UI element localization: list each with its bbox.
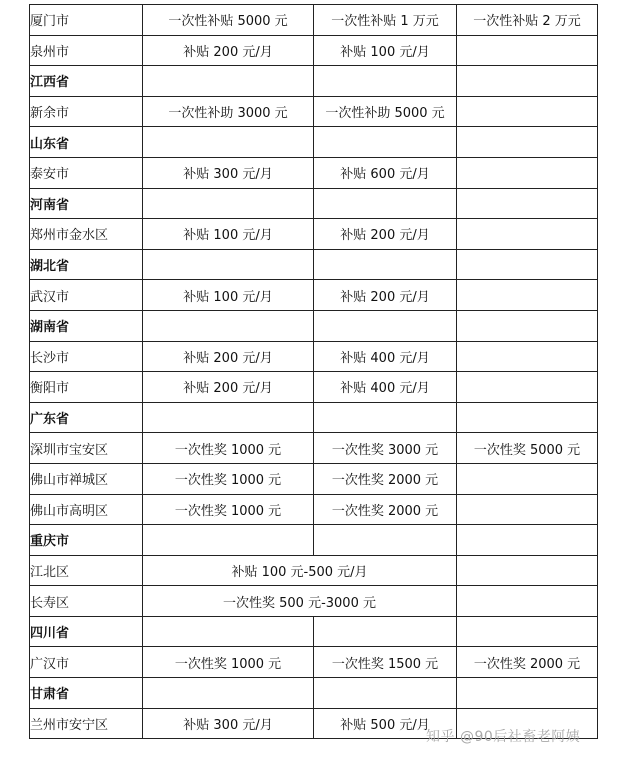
- province-name: 甘肃省: [30, 678, 143, 709]
- empty-cell: [143, 678, 314, 709]
- subsidy-cell-2: 一次性补助 5000 元: [314, 96, 457, 127]
- province-name: 广东省: [30, 402, 143, 433]
- empty-cell: [457, 188, 598, 219]
- subsidy-cell-3: [457, 341, 598, 372]
- subsidy-cell-1: 一次性补贴 5000 元: [143, 5, 314, 36]
- empty-cell: [457, 310, 598, 341]
- subsidy-table: [29, 4, 598, 739]
- subsidy-cell-3: [457, 157, 598, 188]
- table-row: [30, 341, 598, 372]
- province-row: [30, 249, 598, 280]
- subsidy-cell-2: 补贴 600 元/月: [314, 157, 457, 188]
- empty-cell: [143, 525, 314, 556]
- province-row: [30, 188, 598, 219]
- subsidy-cell-1: 补贴 300 元/月: [143, 157, 314, 188]
- empty-cell: [314, 525, 457, 556]
- city-name: 长寿区: [30, 586, 143, 617]
- subsidy-cell-3: 一次性补贴 2 万元: [457, 5, 598, 36]
- subsidy-cell-2: 补贴 500 元/月: [314, 708, 457, 739]
- city-name: 泰安市: [30, 157, 143, 188]
- subsidy-cell-1: 一次性奖 1000 元: [143, 647, 314, 678]
- table-row: [30, 96, 598, 127]
- subsidy-cell-1: 补贴 100 元/月: [143, 219, 314, 250]
- subsidy-cell-2: 补贴 200 元/月: [314, 219, 457, 250]
- table-row: [30, 433, 598, 464]
- table-row: [30, 372, 598, 403]
- city-name: 泉州市: [30, 35, 143, 66]
- table-row: [30, 463, 598, 494]
- subsidy-cell-2: 补贴 400 元/月: [314, 372, 457, 403]
- table-row: [30, 555, 598, 586]
- subsidy-cell-3: [457, 463, 598, 494]
- table-row: [30, 35, 598, 66]
- empty-cell: [143, 127, 314, 158]
- subsidy-cell-1: 一次性补助 3000 元: [143, 96, 314, 127]
- table-row: [30, 5, 598, 36]
- empty-cell: [143, 310, 314, 341]
- subsidy-cell-2: 一次性补贴 1 万元: [314, 5, 457, 36]
- table-row: [30, 219, 598, 250]
- city-name: 江北区: [30, 555, 143, 586]
- city-name: 武汉市: [30, 280, 143, 311]
- table-row: [30, 157, 598, 188]
- empty-cell: [314, 188, 457, 219]
- subsidy-cell-3: 一次性奖 2000 元: [457, 647, 598, 678]
- city-name: 广汉市: [30, 647, 143, 678]
- empty-cell: [314, 127, 457, 158]
- watermark: 知乎 @90后社畜老阿姨: [426, 729, 581, 745]
- empty-cell: [314, 678, 457, 709]
- empty-cell: [457, 525, 598, 556]
- subsidy-cell-1: 补贴 200 元/月: [143, 35, 314, 66]
- city-name: 兰州市安宁区: [30, 708, 143, 739]
- province-row: [30, 616, 598, 647]
- empty-cell: [457, 66, 598, 97]
- table-row: [30, 647, 598, 678]
- subsidy-cell-3: [457, 219, 598, 250]
- subsidy-cell-3: [457, 280, 598, 311]
- province-row: [30, 66, 598, 97]
- empty-cell: [457, 616, 598, 647]
- city-name: 长沙市: [30, 341, 143, 372]
- subsidy-range-cell: 一次性奖 500 元-3000 元: [143, 586, 457, 617]
- province-name: 重庆市: [30, 525, 143, 556]
- empty-cell: [143, 402, 314, 433]
- province-row: [30, 310, 598, 341]
- empty-cell: [143, 188, 314, 219]
- province-row: [30, 127, 598, 158]
- subsidy-cell-1: 补贴 200 元/月: [143, 341, 314, 372]
- subsidy-cell-1: 补贴 100 元/月: [143, 280, 314, 311]
- empty-cell: [314, 310, 457, 341]
- subsidy-cell-2: 补贴 400 元/月: [314, 341, 457, 372]
- province-name: 四川省: [30, 616, 143, 647]
- subsidy-cell-3: [457, 96, 598, 127]
- empty-cell: [457, 127, 598, 158]
- subsidy-cell-1: 补贴 300 元/月: [143, 708, 314, 739]
- subsidy-cell-1: 一次性奖 1000 元: [143, 433, 314, 464]
- empty-cell: [314, 616, 457, 647]
- subsidy-cell-3: 一次性奖 5000 元: [457, 433, 598, 464]
- province-row: [30, 525, 598, 556]
- subsidy-cell-2: 一次性奖 3000 元: [314, 433, 457, 464]
- city-name: 厦门市: [30, 5, 143, 36]
- province-row: [30, 678, 598, 709]
- city-name: 郑州市金水区: [30, 219, 143, 250]
- city-name: 衡阳市: [30, 372, 143, 403]
- subsidy-cell-2: 补贴 100 元/月: [314, 35, 457, 66]
- province-name: 江西省: [30, 66, 143, 97]
- subsidy-cell-3: [457, 555, 598, 586]
- table-row: [30, 494, 598, 525]
- city-name: 佛山市禅城区: [30, 463, 143, 494]
- province-name: 湖南省: [30, 310, 143, 341]
- subsidy-cell-1: 一次性奖 1000 元: [143, 463, 314, 494]
- subsidy-cell-3: [457, 372, 598, 403]
- empty-cell: [314, 249, 457, 280]
- empty-cell: [457, 402, 598, 433]
- city-name: 深圳市宝安区: [30, 433, 143, 464]
- subsidy-range-cell: 补贴 100 元-500 元/月: [143, 555, 457, 586]
- empty-cell: [457, 678, 598, 709]
- empty-cell: [143, 616, 314, 647]
- province-name: 河南省: [30, 188, 143, 219]
- subsidy-cell-2: 补贴 200 元/月: [314, 280, 457, 311]
- empty-cell: [314, 66, 457, 97]
- empty-cell: [314, 402, 457, 433]
- empty-cell: [457, 249, 598, 280]
- subsidy-cell-2: 一次性奖 2000 元: [314, 463, 457, 494]
- subsidy-cell-3: [457, 586, 598, 617]
- table-row: [30, 586, 598, 617]
- city-name: 佛山市高明区: [30, 494, 143, 525]
- subsidy-cell-2: 一次性奖 2000 元: [314, 494, 457, 525]
- subsidy-table-body: [30, 5, 598, 739]
- province-row: [30, 402, 598, 433]
- subsidy-cell-2: 一次性奖 1500 元: [314, 647, 457, 678]
- empty-cell: [143, 66, 314, 97]
- subsidy-cell-3: [457, 494, 598, 525]
- empty-cell: [143, 249, 314, 280]
- province-name: 山东省: [30, 127, 143, 158]
- subsidy-cell-1: 补贴 200 元/月: [143, 372, 314, 403]
- table-row: [30, 280, 598, 311]
- subsidy-cell-3: [457, 35, 598, 66]
- subsidy-cell-1: 一次性奖 1000 元: [143, 494, 314, 525]
- province-name: 湖北省: [30, 249, 143, 280]
- city-name: 新余市: [30, 96, 143, 127]
